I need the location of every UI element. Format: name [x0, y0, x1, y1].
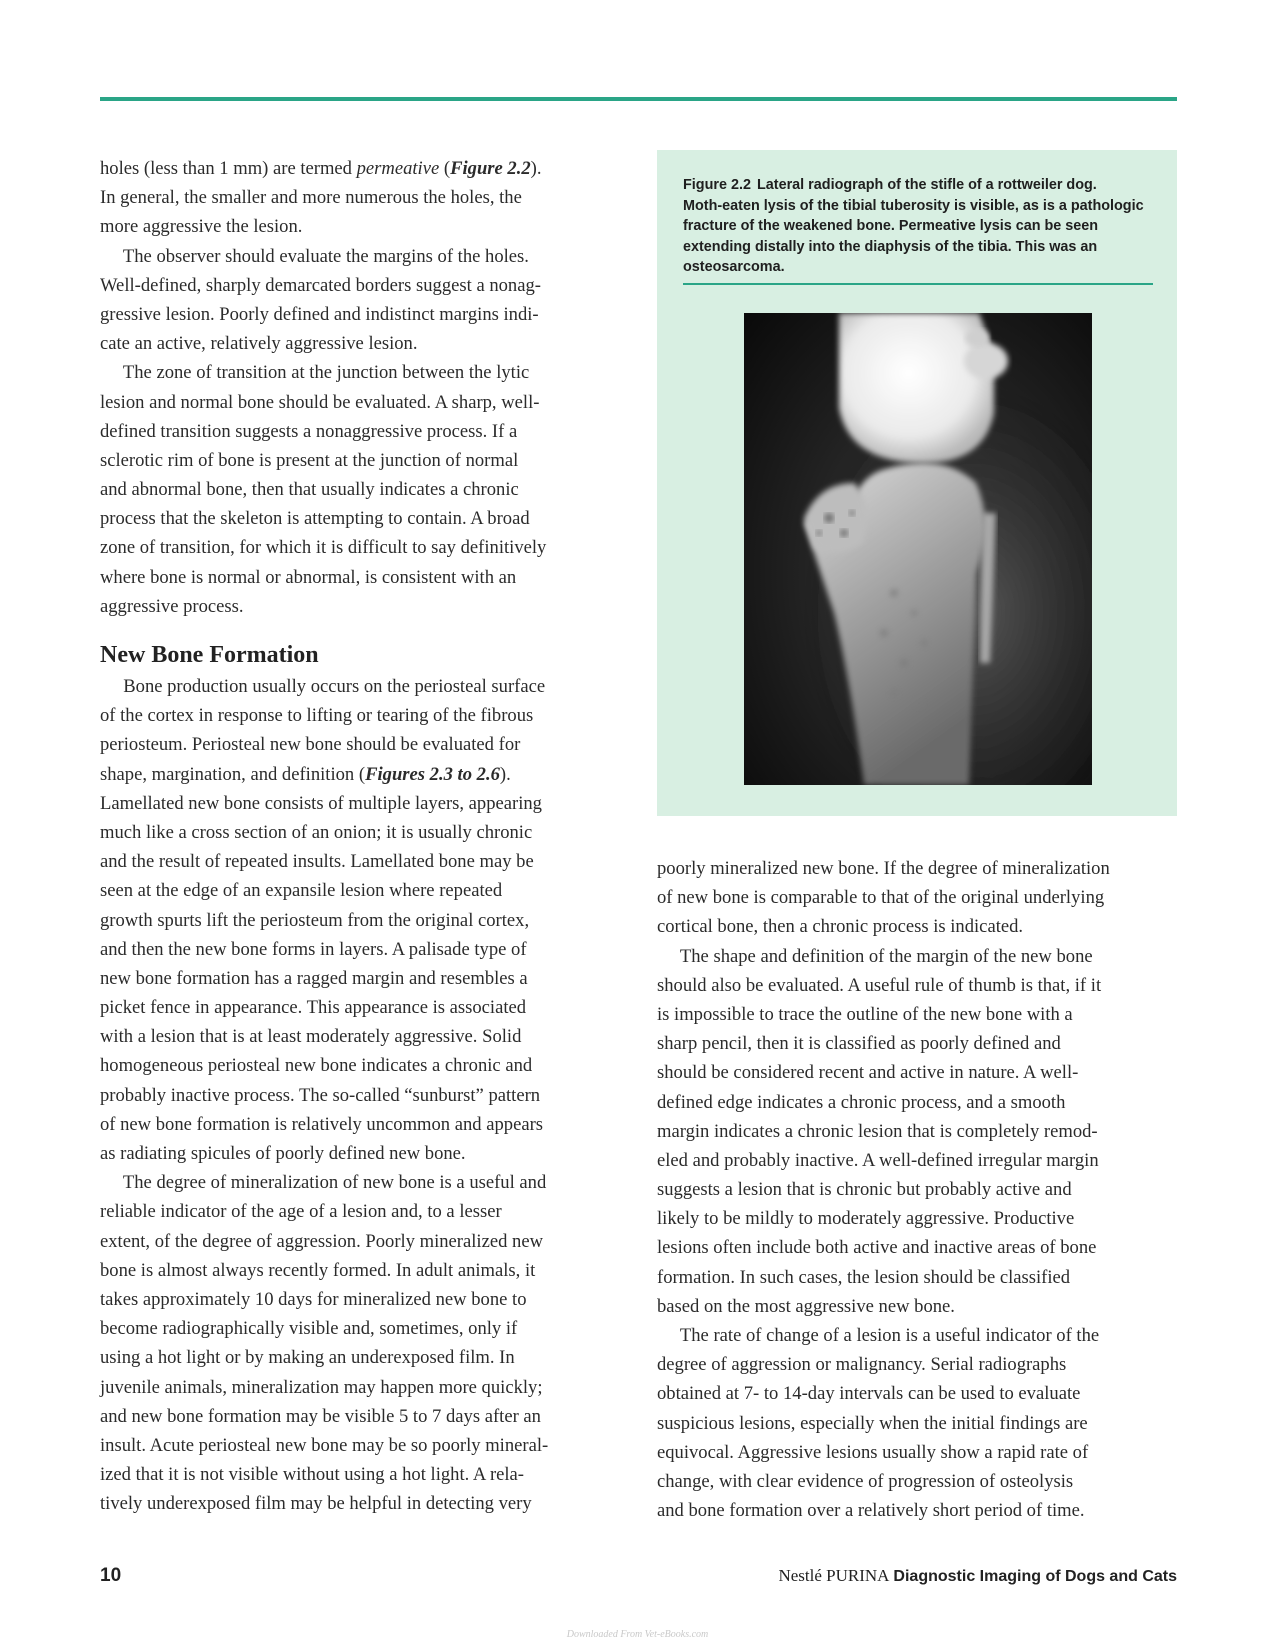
text-line: suggests a lesion that is chronic but probably active and — [657, 1179, 1072, 1201]
left-paragraph-3 — [100, 358, 624, 621]
text-segment: Bone production usually occurs on the periosteal surface — [100, 676, 546, 697]
left-paragraph-1 — [100, 154, 624, 242]
text-line: should be considered recent and active in nature. A well- — [657, 1062, 1079, 1084]
text-segment: holes (less than 1 mm) are termed — [100, 158, 357, 179]
text-line — [100, 1110, 624, 1139]
text-segment: probably inactive process. The so-called “sunburst” pattern — [100, 1084, 541, 1106]
text-segment: shape, margination, and definition ( — [100, 763, 366, 785]
text-line — [100, 730, 624, 759]
text-line: eled and probably inactive. A well-defined irregular margin — [657, 1149, 1099, 1171]
left-paragraph-4 — [100, 672, 624, 1168]
text-line: Well-defined, sharply demarcated borders suggest a nonag- — [100, 274, 541, 296]
text-line: is impossible to trace the outline of the new bone with a — [657, 1003, 1073, 1025]
caption-line — [683, 175, 1153, 196]
text-line: become radiographically visible and, sometimes, only if — [100, 1318, 518, 1340]
text-segment: homogeneous periosteal new bone indicates a chronic and — [100, 1055, 533, 1077]
text-line: bone is almost always recently formed. In adult animals, it — [100, 1259, 536, 1281]
text-line — [100, 964, 624, 993]
caption-line: Moth-eaten lysis of the tibial tuberosity is visible, as is a pathologic — [683, 197, 1144, 214]
text-line: lesion and normal bone should be evaluated. A sharp, well- — [100, 391, 540, 413]
caption-text: Lateral radiograph of the stifle of a rottweiler dog. — [756, 177, 1097, 193]
text-line: where bone is normal or abnormal, is consistent with an — [100, 566, 517, 588]
caption-line: extending distally into the diaphysis of the tibia. This was an — [683, 238, 1098, 255]
text-line: aggressive process. — [100, 595, 244, 617]
figure-number: Figure 2.2 — [683, 177, 751, 193]
figure-reference: Figure 2.2 — [450, 158, 531, 179]
text-segment: with a lesion that is at least moderately aggressive. Solid — [100, 1026, 522, 1048]
text-line: gressive lesion. Poorly defined and indistinct margins indi- — [100, 303, 539, 325]
text-line: and new bone formation may be visible 5 to 7 days after an — [100, 1405, 541, 1427]
text-line — [100, 760, 624, 789]
page-number: 10 — [100, 1565, 122, 1586]
text-line — [100, 1139, 624, 1168]
radiograph-image — [744, 313, 1092, 785]
text-line: formation. In such cases, the lesion should be classified — [657, 1266, 1071, 1288]
text-line: ized that it is not visible without using a hot light. A rela- — [100, 1464, 524, 1486]
italic-term: permeative — [356, 158, 440, 179]
right-paragraph-1 — [657, 854, 1179, 942]
text-segment: more aggressive the lesion. — [100, 216, 303, 238]
text-line: defined transition suggests a nonaggressive process. If a — [100, 420, 518, 442]
text-line: The zone of transition at the junction between the lytic — [100, 362, 530, 384]
text-segment: and then the new bone forms in layers. A palisade type of — [100, 938, 527, 960]
section-heading: New Bone Formation — [100, 642, 319, 668]
text-line — [100, 1051, 624, 1080]
left-paragraph-5 — [100, 1168, 624, 1518]
text-segment: much like a cross section of an onion; it is usually chronic — [100, 821, 533, 843]
text-line: cortical bone, then a chronic process is indicated. — [657, 916, 1024, 938]
text-segment: ). — [499, 763, 511, 785]
text-line: The observer should evaluate the margins of the holes. — [100, 245, 529, 267]
text-line: and abnormal bone, then that usually indicates a chronic — [100, 479, 519, 501]
text-segment: and the result of repeated insults. Lamellated bone may be — [100, 851, 534, 873]
running-footer — [778, 1566, 1177, 1586]
text-line — [100, 672, 624, 701]
radiograph-drawing — [744, 313, 1092, 785]
text-line: defined edge indicates a chronic process, and a smooth — [657, 1091, 1066, 1113]
text-line: likely to be mildly to moderately aggressive. Productive — [657, 1208, 1075, 1230]
publisher-name: Nestlé PURINA — [778, 1566, 890, 1585]
text-segment: seen at the edge of an expansile lesion where repeated — [100, 880, 503, 902]
text-line: The shape and definition of the margin of the new bone — [657, 945, 1093, 967]
text-line — [100, 906, 624, 935]
figure-caption — [683, 175, 1153, 278]
text-line — [100, 847, 624, 876]
right-column — [657, 854, 1179, 1525]
text-line: of new bone is comparable to that of the original underlying — [657, 887, 1105, 909]
text-line: margin indicates a chronic lesion that is completely remod- — [657, 1120, 1098, 1142]
text-line: The degree of mineralization of new bone is a useful and — [100, 1172, 547, 1194]
text-line: insult. Acute periosteal new bone may be so poorly mineral- — [100, 1434, 549, 1456]
text-line — [100, 935, 624, 964]
text-line: process that the skeleton is attempting to contain. A broad — [100, 508, 530, 530]
text-segment: periosteum. Periosteal new bone should be evaluated for — [100, 734, 521, 756]
text-line — [100, 1022, 624, 1051]
text-segment: of the cortex in response to lifting or tearing of the fibrous — [100, 705, 534, 727]
text-line — [100, 789, 624, 818]
text-line — [100, 183, 624, 212]
text-line — [100, 993, 624, 1022]
caption-line: fracture of the weakened bone. Permeative lysis can be seen — [683, 218, 1099, 235]
left-column — [100, 154, 624, 1518]
text-line: sharp pencil, then it is classified as poorly defined and — [657, 1033, 1061, 1055]
text-line: extent, of the degree of aggression. Poorly mineralized new — [100, 1230, 543, 1252]
figure-reference: Figures 2.3 to 2.6 — [365, 763, 500, 785]
right-paragraph-3 — [657, 1321, 1179, 1525]
text-segment: new bone formation has a ragged margin and resembles a — [100, 967, 528, 989]
left-paragraph-2 — [100, 242, 624, 359]
text-segment: In general, the smaller and more numerous the holes, the — [100, 187, 522, 209]
text-line: juvenile animals, mineralization may happen more quickly; — [100, 1376, 543, 1398]
text-line: degree of aggression or malignancy. Serial radiographs — [657, 1354, 1067, 1376]
text-line: The rate of change of a lesion is a useful indicator of the — [657, 1325, 1100, 1346]
text-segment: picket fence in appearance. This appearance is associated — [100, 997, 527, 1019]
text-line — [100, 701, 624, 730]
text-line: sclerotic rim of bone is present at the junction of normal — [100, 449, 519, 471]
text-segment: Lamellated new bone consists of multiple layers, appearing — [100, 792, 542, 814]
text-line: suspicious lesions, especially when the initial findings are — [657, 1412, 1088, 1434]
text-line: should also be evaluated. A useful rule of thumb is that, if it — [657, 974, 1102, 996]
text-line — [100, 1081, 624, 1110]
figure-box — [657, 150, 1177, 816]
book-title: Diagnostic Imaging of Dogs and Cats — [893, 1568, 1177, 1585]
text-line — [100, 818, 624, 847]
text-line: zone of transition, for which it is difficult to say definitively — [100, 537, 547, 559]
text-line: lesions often include both active and inactive areas of bone — [657, 1237, 1097, 1259]
caption-line: osteosarcoma. — [683, 259, 785, 276]
text-segment: growth spurts lift the periosteum from the original cortex, — [100, 909, 530, 931]
text-segment: as radiating spicules of poorly defined new bone. — [100, 1143, 466, 1164]
text-segment: ). — [530, 158, 542, 179]
text-line: change, with clear evidence of progression of osteolysis — [657, 1470, 1074, 1492]
text-line: tively underexposed film may be helpful in detecting very — [100, 1493, 532, 1515]
text-line — [100, 876, 624, 905]
text-line: equivocal. Aggressive lesions usually show a rapid rate of — [657, 1441, 1089, 1463]
text-line — [100, 154, 624, 183]
text-segment: ( — [439, 158, 451, 179]
right-paragraph-2 — [657, 942, 1179, 1321]
text-line: obtained at 7- to 14-day intervals can be used to evaluate — [657, 1383, 1081, 1405]
watermark: Downloaded From Vet-eBooks.com — [566, 1629, 709, 1640]
caption-rule — [683, 283, 1153, 285]
text-line: poorly mineralized new bone. If the degree of mineralization — [657, 858, 1110, 879]
text-line: reliable indicator of the age of a lesion and, to a lesser — [100, 1201, 502, 1223]
text-line: based on the most aggressive new bone. — [657, 1295, 955, 1317]
text-line: and bone formation over a relatively short period of time. — [657, 1500, 1085, 1522]
text-line: using a hot light or by making an underexposed film. In — [100, 1347, 515, 1369]
text-segment: of new bone formation is relatively uncommon and appears — [100, 1113, 544, 1135]
text-line: takes approximately 10 days for mineralized new bone to — [100, 1288, 527, 1310]
text-line: cate an active, relatively aggressive lesion. — [100, 333, 418, 355]
header-rule — [100, 97, 1177, 101]
text-line — [100, 212, 624, 241]
